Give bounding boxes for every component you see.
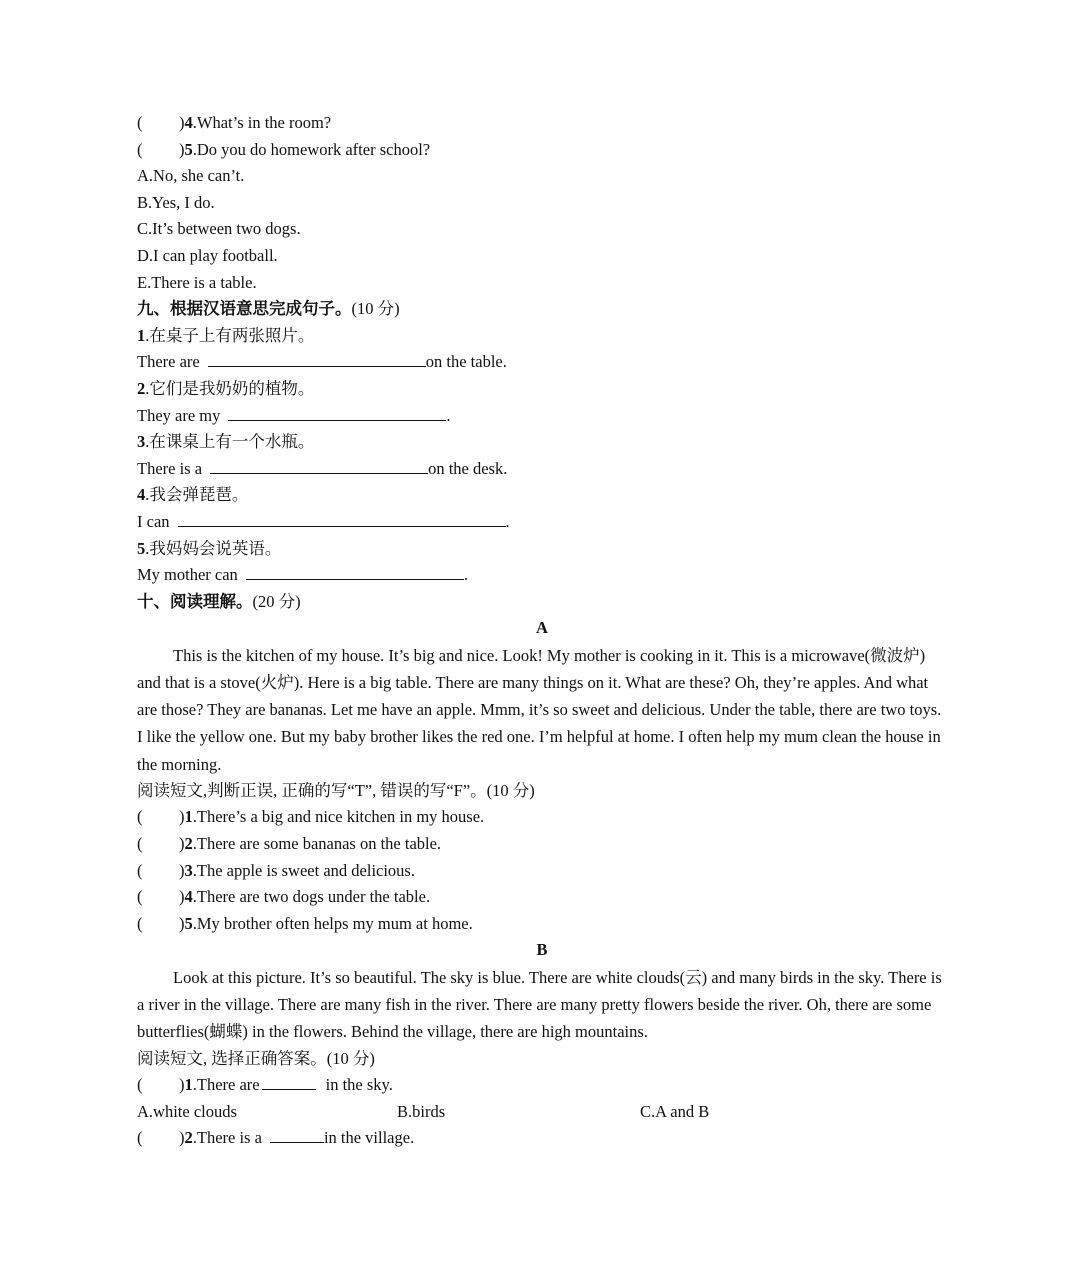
question-text: .Do you do homework after school? <box>192 139 431 159</box>
translation-prompt <box>137 536 947 563</box>
sentence-suffix: . <box>505 511 510 531</box>
sentence-suffix: . <box>446 405 451 425</box>
option-a[interactable]: A.white clouds <box>137 1101 237 1121</box>
option-c[interactable]: C.A and B <box>640 1101 710 1121</box>
chinese-sentence: .我会弹琵琶。 <box>145 485 249 505</box>
question-number: 4 <box>184 887 193 907</box>
sentence-suffix: . <box>463 565 468 585</box>
question-prefix: .There is a <box>192 1128 262 1148</box>
item-number: 4 <box>137 485 146 505</box>
question-text: .What’s in the room? <box>192 113 332 132</box>
item-number: 5 <box>137 538 146 558</box>
question-number: 4 <box>184 113 193 132</box>
question-number: 2 <box>184 834 193 854</box>
section-10-heading <box>137 589 947 616</box>
translation-prompt <box>137 323 947 350</box>
match-question: ( )4.What’s in the room? <box>137 110 947 137</box>
translation-answer-line <box>137 456 947 483</box>
question-text: .There are some bananas on the table. <box>192 834 442 854</box>
question-text: .There’s a big and nice kitchen in my house. <box>192 807 485 827</box>
sentence-prefix: They are my <box>137 405 221 425</box>
fill-blank[interactable] <box>228 403 446 421</box>
tf-question: ( )1.There’s a big and nice kitchen in my house. <box>137 804 947 831</box>
chinese-sentence: .它们是我奶奶的植物。 <box>145 378 315 398</box>
translation-prompt <box>137 429 947 456</box>
question-suffix: in the village. <box>323 1128 415 1148</box>
question-text: .There are two dogs under the table. <box>192 887 431 907</box>
question-suffix: in the sky. <box>325 1075 393 1095</box>
option-b[interactable]: B.birds <box>397 1101 446 1121</box>
passage-a-text: This is the kitchen of my house. It’s big and nice. Look! My mother is cooking in it. This is a microwave(微波炉) and that is a stove(火炉). Here is a big table. There are many things on it. What are these? Oh, they’re apples. And what are those? They are bananas. Let me have an apple. Mmm, it’s so sweet and delicious. Under the table, there are two toys. I like the yellow one. But my baby brother likes the red one. I’m helpful at home. I often help my mum clean the house in the morning. <box>137 645 942 774</box>
answer-paren[interactable]: ( <box>137 1075 143 1095</box>
answer-paren[interactable]: ( <box>137 139 143 159</box>
answer-paren[interactable]: ( <box>137 834 143 854</box>
sentence-suffix: on the table. <box>425 352 507 372</box>
passage-b-instruction: 阅读短文, 选择正确答案。(10 分) <box>137 1048 375 1068</box>
question-number: 1 <box>184 807 193 827</box>
fill-blank[interactable] <box>178 509 506 527</box>
sentence-prefix: There are <box>137 352 200 372</box>
sentence-prefix: My mother can <box>137 565 238 585</box>
chinese-sentence: .在桌子上有两张照片。 <box>145 325 315 345</box>
tf-question: ( )2.There are some bananas on the table. <box>137 831 947 858</box>
answer-paren[interactable]: ( <box>137 860 143 880</box>
tf-question: ( )3.The apple is sweet and delicious. <box>137 858 947 885</box>
question-number: 1 <box>184 1075 193 1095</box>
answer-paren[interactable]: ( <box>137 913 143 933</box>
item-number: 1 <box>137 325 146 345</box>
translation-answer-line <box>137 509 947 536</box>
match-option: C.It’s between two dogs. <box>137 219 301 239</box>
question-text: .The apple is sweet and delicious. <box>192 860 415 880</box>
section-title: 十、阅读理解。 <box>137 591 253 611</box>
fill-blank[interactable] <box>262 1072 316 1090</box>
match-option: B.Yes, I do. <box>137 192 215 212</box>
passage-b-label: B <box>536 940 548 960</box>
item-number: 3 <box>137 432 146 452</box>
translation-prompt <box>137 482 947 509</box>
mc-options <box>137 1099 947 1126</box>
sentence-suffix: on the desk. <box>428 458 508 478</box>
fill-blank[interactable] <box>208 349 426 367</box>
translation-answer-line <box>137 562 947 589</box>
answer-paren[interactable]: ( <box>137 113 143 132</box>
fill-blank[interactable] <box>270 1125 324 1143</box>
question-number: 3 <box>184 860 193 880</box>
tf-question: ( )4.There are two dogs under the table. <box>137 884 947 911</box>
section-title: 九、根据汉语意思完成句子。 <box>137 299 352 319</box>
passage-a-instruction: 阅读短文,判断正误, 正确的写“T”, 错误的写“F”。(10 分) <box>137 780 535 800</box>
question-prefix: .There are <box>192 1075 260 1095</box>
section-9-heading <box>137 296 947 323</box>
chinese-sentence: .我妈妈会说英语。 <box>145 538 282 558</box>
match-option: A.No, she can’t. <box>137 166 245 186</box>
question-text: .My brother often helps my mum at home. <box>192 913 473 933</box>
section-score: (10 分) <box>351 299 400 319</box>
mc-question: ( )2.There is a in the village. <box>137 1125 947 1152</box>
fill-blank[interactable] <box>210 456 428 474</box>
question-number: 2 <box>184 1128 193 1148</box>
chinese-sentence: .在课桌上有一个水瓶。 <box>145 432 315 452</box>
match-question: ( )5.Do you do homework after school? <box>137 137 947 164</box>
item-number: 2 <box>137 378 146 398</box>
match-option: E.There is a table. <box>137 272 257 292</box>
question-number: 5 <box>184 913 193 933</box>
answer-paren[interactable]: ( <box>137 1128 143 1148</box>
passage-b-text: Look at this picture. It’s so beautiful. The sky is blue. There are white clouds(云) and many birds in the sky. There is a river in the village. There are many fish in the river. There are many pretty flowers beside the river. Oh, there are some butterflies(蝴蝶) in the flowers. Behind the village, there are high mountains. <box>137 968 942 1042</box>
answer-paren[interactable]: ( <box>137 807 143 827</box>
fill-blank[interactable] <box>246 562 464 580</box>
translation-prompt <box>137 376 947 403</box>
worksheet-page <box>137 110 947 1152</box>
tf-question: ( )5.My brother often helps my mum at home. <box>137 911 947 938</box>
translation-answer-line <box>137 349 947 376</box>
match-option: D.I can play football. <box>137 245 278 265</box>
translation-answer-line <box>137 403 947 430</box>
answer-paren[interactable]: ( <box>137 887 143 907</box>
section-score: (20 分) <box>252 591 301 611</box>
question-number: 5 <box>184 139 193 159</box>
sentence-prefix: There is a <box>137 458 203 478</box>
sentence-prefix: I can <box>137 511 170 531</box>
mc-question: ( )1.There are in the sky. <box>137 1072 947 1099</box>
passage-a-label: A <box>536 618 548 638</box>
